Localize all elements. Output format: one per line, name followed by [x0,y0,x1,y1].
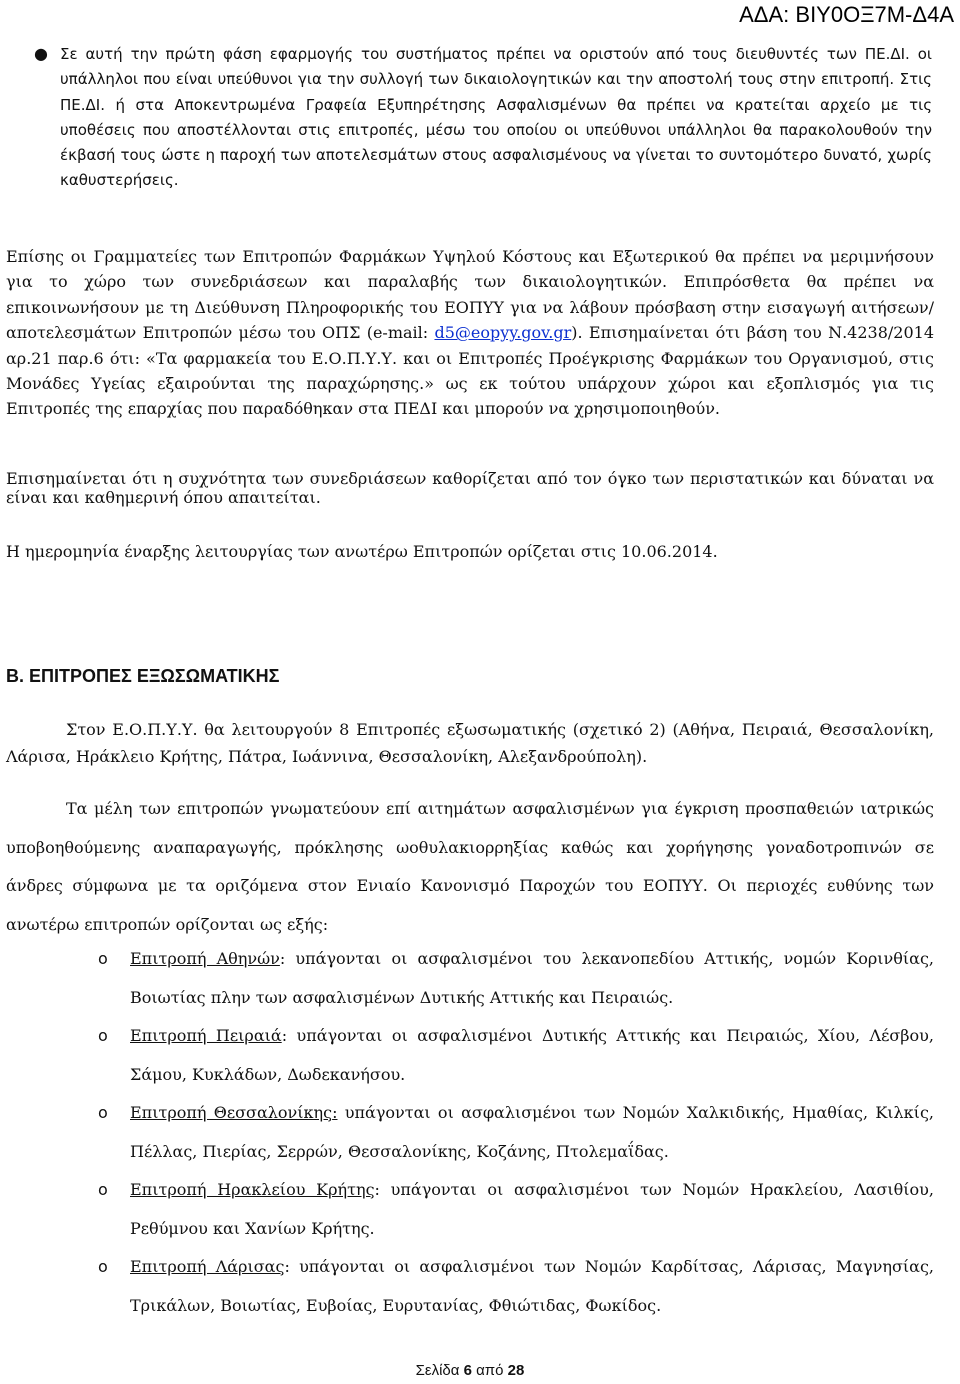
bullet-icon: ● [34,44,48,63]
separator: : [284,1257,290,1276]
footer-prefix: Σελίδα [415,1362,464,1379]
bullet-paragraph: Σε αυτή την πρώτη φάση εφαρμογής του συστήματος πρέπει να οριστούν από τους διευθυντές των ΠΕ.ΔΙ. οι υπάλληλοι που είναι υπεύθυνοι για την συλλογή των δικαιολογητικών και την αποστολή τους στην επιτροπή. Στις ΠΕ.ΔΙ. ή στα Αποκεντρωμένα Γραφεία Εξυπηρέτησης Ασφαλισμένων θα πρέπει να κρατείται αρχείο με τις υποθέσεις που αποστέλλονται στις επιτροπές, μέσω του οποίου οι υπεύθυνοι υπάλληλοι θα παρακολουθούν την έκβασή τους ώστε η παροχή των αποτελεσμάτων στους ασφαλισμένους να γίνεται το συντομότερο δυνατό, χωρίς καθυστερήσεις. [60,45,932,190]
separator: : [279,949,286,968]
committee-name: Επιτροπή Λάρισας [130,1257,285,1276]
committee-name: Επιτροπή Θεσσαλονίκης [130,1103,333,1122]
list-marker: o [98,1026,108,1045]
list-marker: o [98,1257,108,1276]
committee-region-text: υπάγονται οι ασφαλισμένοι των Νομών Χαλκιδικής, Ημαθίας, Κιλκίς, Πέλλας, Πιερίας, Σερρών, Θεσσαλονίκης, Κοζάνης, Πτολεμαΐδας. [130,1103,935,1161]
list-item [6,940,934,1017]
paragraph-committees: Στον Ε.Ο.Π.Υ.Υ. θα λειτουργούν 8 Επιτροπές εξωσωματικής (σχετικό 2) (Αθήνα, Πειραιά, Θεσσαλονίκη, Λάρισα, Ηράκλειο Κρήτης, Πάτρα, Ιωάννινα, Θεσσαλονίκη, Αλεξανδρούπολη). [6,720,934,766]
paragraph-frequency: Επισημαίνεται ότι η συχνότητα των συνεδριάσεων καθορίζεται από τον όγκο των περιστατικών και δύναται να είναι και καθημερινή όπου απαιτείται. [6,469,934,507]
email-link[interactable]: d5@eopyy.gov.gr [434,323,572,343]
committee-region-text: υπάγονται οι ασφαλισμένοι των Νομών Καρδίτσας, Λάρισας, Μαγνησίας, Τρικάλων, Βοιωτίας, Ευβοίας, Ευρυτανίας, Φθιώτιδας, Φωκίδος. [130,1257,934,1315]
ada-code: ΑΔΑ: ΒΙΥ0ΟΞ7Μ-Δ4Α [739,2,954,27]
paragraph-secretariats [6,244,934,422]
list-item [6,1171,934,1248]
paragraph-members: Τα μέλη των επιτροπών γνωματεύουν επί αιτημάτων ασφαλισμένων για έγκριση προσπαθειών ιατρικώς υποβοηθούμενης αναπαραγωγής, πρόκλησης ωοθυλακιορρηξίας καθώς και χορήγησης γοναδοτροπινών σε άνδρες σύμφωνα με τα οριζόμενα στον Ενιαίο Κανονισμό Παροχών του ΕΟΠΥΥ. Οι περιοχές ευθύνης των ανωτέρω επιτροπών ορίζονται ως εξής: [6,799,934,934]
list-marker: o [98,1103,108,1122]
page-number: 6 [463,1362,472,1379]
paragraph-secretariats-text-1: Επίσης οι Γραμματείες των Επιτροπών Φαρμάκων Υψηλού Κόστους και Εξωτερικού θα πρέπει να μεριμνήσουν για το χώρο των συνεδριάσεων και παραλαβής των δικαιολογητικών. Επιπρόσθετα θα πρέπει να επικοινωνήσουν με τη Διεύθυνση Πληροφορικής του ΕΟΠΥΥ για να λάβουν πρόσβαση στην εισαγωγή αιτήσεων/αποτελεσμάτων Επιτροπών μέσω του ΟΠΣ (e-mail: [6,247,934,343]
committee-name: Επιτροπή Αθηνών [130,949,280,968]
page-footer [0,1362,940,1379]
page-total: 28 [507,1362,525,1379]
list-item [6,1094,934,1171]
list-marker: o [98,1180,108,1199]
committee-region-text: υπάγονται οι ασφαλισμένοι των Νομών Ηρακλείου, Λασιθίου, Ρεθύμνου και Χανίων Κρήτης. [130,1180,934,1238]
footer-middle: από [471,1362,508,1379]
list-item [6,1017,934,1094]
list-item [6,1248,934,1325]
separator: : [281,1026,288,1045]
list-marker: o [98,949,108,968]
paragraph-start-date: Η ημερομηνία έναρξης λειτουργίας των ανωτέρω Επιτροπών ορίζεται στις 10.06.2014. [6,542,718,561]
section-heading: Β. ΕΠΙΤΡΟΠΕΣ ΕΞΩΣΩΜΑΤΙΚΗΣ [6,666,280,686]
committee-region-text: υπάγονται οι ασφαλισμένοι του λεκανοπεδίου Αττικής, νομών Κορινθίας, Βοιωτίας πλην των ασφαλισμένων Δυτικής Αττικής και Πειραιώς. [130,949,934,1007]
separator: : [332,1103,338,1122]
committee-name: Επιτροπή Ηρακλείου Κρήτης [130,1180,375,1199]
paragraph-secretariats-text-2: ). Επισημαίνεται ότι βάση του Ν.4238/2014 αρ.21 παρ.6 ότι: «Τα φαρμακεία του Ε.Ο.Π.Υ.Υ. και οι Επιτροπές Προέγκρισης Φαρμάκων του Οργανισμού, στις Μονάδες Υγείας εξαιρούνται της παραχώρησης.» ως εκ τούτου υπάρχουν χώροι και εξοπλισμός για τις Επιτροπές της επαρχίας που παραδόθηκαν στα ΠΕΔΙ και μπορούν να χρησιμοποιηθούν. [6,323,934,419]
committee-region-text: υπάγονται οι ασφαλισμένοι Δυτικής Αττικής και Πειραιώς, Χίου, Λέσβου, Σάμου, Κυκλάδων, Δωδεκανήσου. [130,1026,934,1084]
separator: : [374,1180,380,1199]
committee-name: Επιτροπή Πειραιά [130,1026,282,1045]
regions-list [6,940,934,1325]
